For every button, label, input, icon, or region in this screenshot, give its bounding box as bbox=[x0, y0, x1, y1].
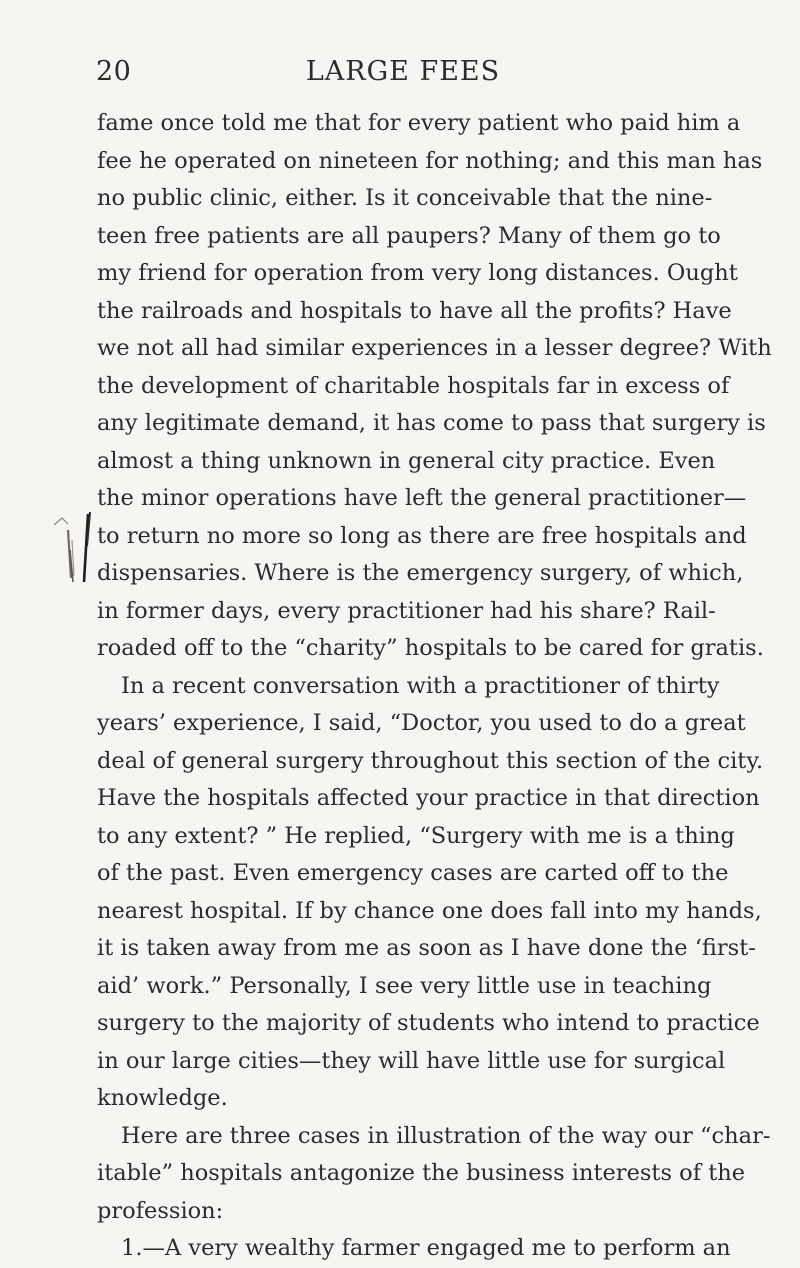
text-line: of the past. Even emergency cases are carted off to the bbox=[97, 860, 729, 886]
text-line: to any extent? ” He replied, “Surgery with me is a thing bbox=[97, 822, 735, 849]
text-line: to return no more so long as there are free hospitals and bbox=[97, 522, 747, 549]
text-line: the development of charitable hospitals far in excess of bbox=[97, 372, 730, 399]
text-line: teen free patients are all paupers? Many of them go to bbox=[97, 222, 721, 249]
text-line: no public clinic, either. Is it conceivable that the nine- bbox=[97, 185, 713, 211]
running-title: LARGE FEES bbox=[305, 56, 501, 87]
text-line: it is taken away from me as soon as I have done the ‘first- bbox=[97, 935, 756, 961]
text-line: any legitimate demand, it has come to pass that surgery is bbox=[97, 410, 766, 436]
body-text bbox=[97, 105, 772, 1268]
text-line: aid’ work.” Personally, I see very little use in teaching bbox=[97, 972, 712, 999]
text-line: Have the hospitals affected your practice in that direction bbox=[97, 785, 760, 811]
text-line: my friend for operation from very long distances. Ought bbox=[97, 260, 738, 286]
text-line: in former days, every practitioner had his share? Rail- bbox=[97, 597, 716, 624]
text-line: surgery to the majority of students who intend to practice bbox=[97, 1010, 760, 1036]
text-line: profession: bbox=[97, 1197, 224, 1224]
text-line: roaded off to the “charity” hospitals to be cared for gratis. bbox=[97, 635, 764, 661]
running-head bbox=[96, 52, 696, 92]
text-line: itable” hospitals antagonize the business interests of the bbox=[97, 1160, 746, 1186]
page-number: 20 bbox=[96, 56, 132, 87]
text-line: dispensaries. Where is the emergency surgery, of which, bbox=[97, 560, 744, 586]
text-line: deal of general surgery throughout this section of the city. bbox=[97, 747, 764, 774]
text-line: fame once told me that for every patient who paid him a bbox=[97, 110, 741, 136]
text-line: we not all had similar experiences in a lesser degree? With bbox=[97, 335, 772, 361]
text-line: nearest hospital. If by chance one does fall into my hands, bbox=[97, 897, 762, 924]
text-line: In a recent conversation with a practitioner of thirty bbox=[121, 672, 720, 699]
text-line: in our large cities—they will have little use for surgical bbox=[97, 1047, 726, 1074]
text-line: the minor operations have left the general practitioner— bbox=[97, 485, 747, 511]
text-line: the railroads and hospitals to have all the profits? Have bbox=[97, 297, 732, 324]
margin-ink-mark bbox=[48, 490, 96, 600]
text-line: 1.—A very wealthy farmer engaged me to perform an bbox=[121, 1235, 731, 1261]
text-line: Here are three cases in illustration of the way our “char- bbox=[121, 1122, 771, 1149]
text-line: almost a thing unknown in general city practice. Even bbox=[97, 447, 716, 474]
text-line: knowledge. bbox=[97, 1085, 228, 1111]
text-line: fee he operated on nineteen for nothing; and this man has bbox=[97, 147, 763, 174]
text-line: years’ experience, I said, “Doctor, you used to do a great bbox=[97, 710, 746, 736]
